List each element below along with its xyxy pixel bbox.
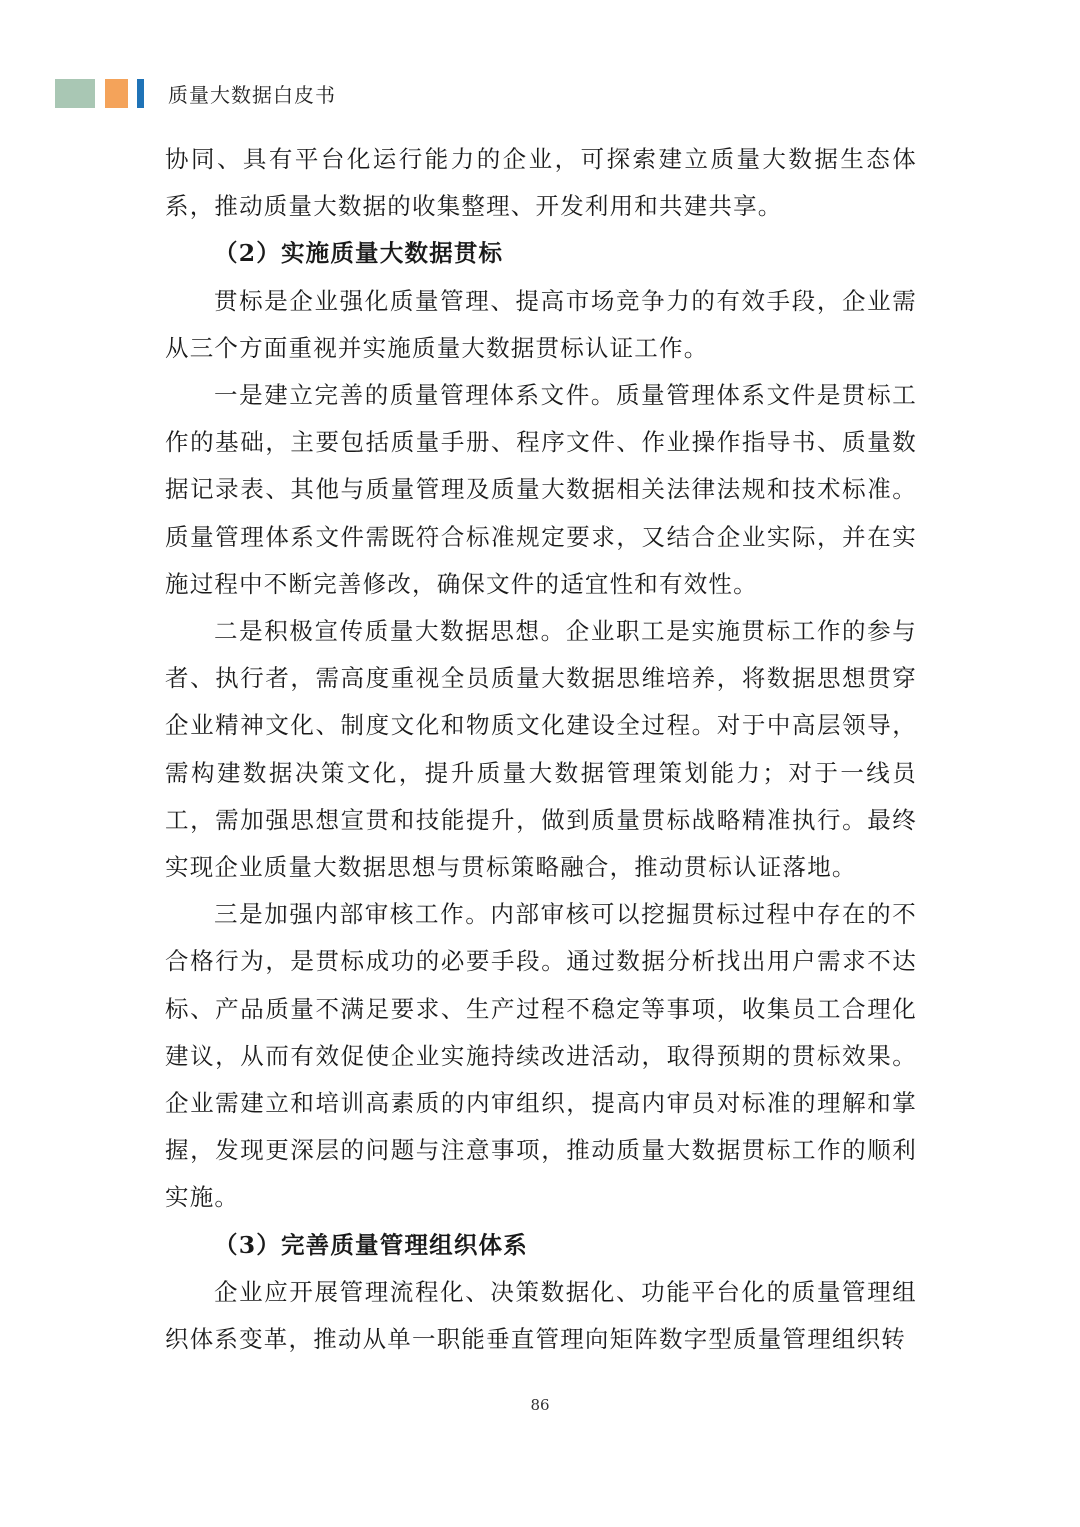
paragraph-organization: 企业应开展管理流程化、决策数据化、功能平台化的质量管理组织体系变革，推动从单一职能垂直管理向矩阵数字型质量管理组织转 — [165, 1277, 917, 1354]
document-body — [165, 136, 917, 1363]
section-heading-3: （3）完善质量管理组织体系 — [214, 1230, 528, 1259]
paragraph-standard-intro: 贯标是企业强化质量管理、提高市场竞争力的有效手段，企业需从三个方面重视并实施质量大数据贯标认证工作。 — [165, 286, 917, 362]
header-green-block — [55, 79, 95, 108]
paragraph-point-three: 三是加强内部审核工作。内部审核可以挖掘贯标过程中存在的不合格行为，是贯标成功的必要手段。通过数据分析找出用户需求不达标、产品质量不满足要求、生产过程不稳定等事项，收集员工合理化建议，从而有效促使企业实施持续改进活动，取得预期的贯标效果。企业需建立和培训高素质的内审组织，提高内审员对标准的理解和掌握，发现更深层的问题与注意事项，推动质量大数据贯标工作的顺利实施。 — [165, 900, 917, 1212]
page-header — [55, 78, 336, 108]
header-blue-bar — [137, 79, 144, 108]
page-number: 86 — [530, 1396, 550, 1414]
header-orange-block — [105, 79, 128, 108]
paragraph-point-one: 一是建立完善的质量管理体系文件。质量管理体系文件是贯标工作的基础，主要包括质量手册、程序文件、作业操作指导书、质量数据记录表、其他与质量管理及质量大数据相关法律法规和技术标准。质量管理体系文件需既符合标准规定要求，又结合企业实际，并在实施过程中不断完善修改，确保文件的适宜性和有效性。 — [165, 381, 917, 598]
paragraph-point-two: 二是积极宣传质量大数据思想。企业职工是实施贯标工作的参与者、执行者，需高度重视全员质量大数据思维培养，将数据思想贯穿企业精神文化、制度文化和物质文化建设全过程。对于中高层领导，需构建数据决策文化，提升质量大数据管理策划能力；对于一线员工，需加强思想宣贯和技能提升，做到质量贯标战略精准执行。最终实现企业质量大数据思想与贯标策略融合，推动贯标认证落地。 — [165, 617, 917, 882]
section-heading-2: （2）实施质量大数据贯标 — [214, 239, 504, 268]
header-title: 质量大数据白皮书 — [168, 82, 336, 107]
paragraph-intro: 协同、具有平台化运行能力的企业，可探索建立质量大数据生态体系，推动质量大数据的收集整理、开发利用和共建共享。 — [165, 145, 917, 221]
